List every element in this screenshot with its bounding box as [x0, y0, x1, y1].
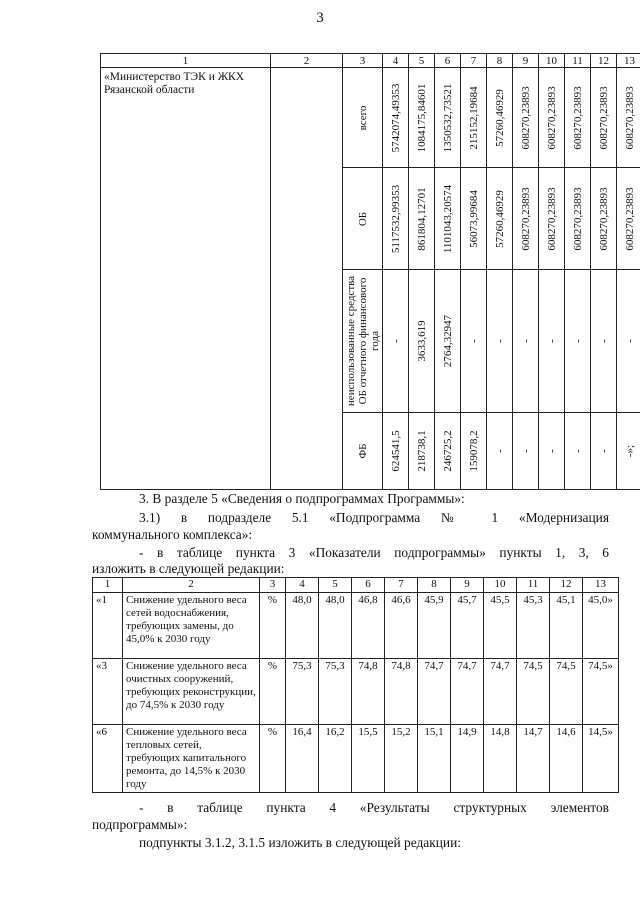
value-cell	[591, 68, 617, 168]
value-cell: 45,0»	[583, 593, 619, 659]
value-text: 5742074,49353	[389, 83, 402, 152]
header-cell: 12	[550, 578, 583, 593]
value-text: 1350532,73521	[441, 83, 454, 152]
value-cell	[435, 413, 461, 490]
row-label: неиспользованные средства ОБ отчетного финансового года	[344, 275, 381, 407]
header-cell: 5	[319, 578, 352, 593]
indicator-name-cell: Снижение удельного веса очистных сооружений, требующих реконструкции, до 74,5% к 2030 году	[123, 659, 260, 725]
header-cell: 4	[286, 578, 319, 593]
header-cell: 6	[435, 54, 461, 68]
value-cell	[565, 68, 591, 168]
value-cell	[461, 68, 487, 168]
value-cell	[591, 270, 617, 413]
value-cell	[383, 68, 409, 168]
indicator-name-cell: Снижение удельного веса тепловых сетей, требующих капитального ремонта, до 14,5% к 2030 году	[123, 725, 260, 793]
ministry-cell: «Министерство ТЭК и ЖКХ Рязанской области	[101, 68, 271, 490]
value-text: 608270,23893	[519, 85, 532, 150]
value-text: 57260,46929	[493, 189, 506, 248]
instruction-paragraph-line2: изложить в следующей редакции:	[92, 561, 285, 576]
value-cell	[617, 413, 640, 490]
value-cell: 15,5	[352, 725, 385, 793]
value-cell	[487, 168, 513, 270]
value-cell: 14,6	[550, 725, 583, 793]
indicators-table	[92, 577, 619, 793]
value-cell: 15,1	[418, 725, 451, 793]
value-text: 624541,5	[389, 430, 402, 472]
value-cell	[435, 68, 461, 168]
value-cell: 16,2	[319, 725, 352, 793]
value-text: 608270,23893	[545, 186, 558, 251]
header-cell: 1	[101, 54, 271, 68]
value-text: 608270,23893	[623, 85, 636, 150]
value-cell: 74,7	[451, 659, 484, 725]
unit-cell: %	[260, 659, 286, 725]
unit-cell: %	[260, 725, 286, 793]
value-cell: 75,3	[286, 659, 319, 725]
header-cell: 3	[260, 578, 286, 593]
results-paragraph-line1: - в таблице пункта 4 «Результаты структурных элементов	[139, 800, 609, 815]
row-number-cell: «3	[93, 659, 123, 725]
table-row	[93, 725, 619, 793]
row-label-cell	[343, 68, 383, 168]
indicator-name-cell: Снижение удельного веса сетей водоснабжения, требующих замены, до 45,0% к 2030 году	[123, 593, 260, 659]
row-label-cell	[343, 168, 383, 270]
value-cell: 46,8	[352, 593, 385, 659]
value-cell	[539, 68, 565, 168]
value-cell: 48,0	[286, 593, 319, 659]
value-cell	[539, 270, 565, 413]
value-cell	[409, 413, 435, 490]
header-cell: 7	[461, 54, 487, 68]
value-text: 608270,23893	[571, 85, 584, 150]
row-label-cell	[343, 413, 383, 490]
value-cell: 74,5	[550, 659, 583, 725]
value-text: -	[597, 339, 610, 343]
value-cell	[617, 168, 640, 270]
value-cell: 74,5	[517, 659, 550, 725]
value-cell: 74,7	[484, 659, 517, 725]
value-text: 608270,23893	[519, 186, 532, 251]
value-cell	[487, 270, 513, 413]
value-text: 159078,2	[467, 430, 480, 472]
section-paragraph: 3. В разделе 5 «Сведения о подпрограммах Программы»:	[139, 491, 465, 506]
value-cell	[461, 270, 487, 413]
table-row	[93, 593, 619, 659]
value-text: -	[389, 339, 402, 343]
value-cell	[487, 68, 513, 168]
value-cell	[461, 413, 487, 490]
header-cell: 9	[451, 578, 484, 593]
value-cell: 45,9	[418, 593, 451, 659]
empty-cell	[271, 68, 343, 490]
value-cell	[487, 413, 513, 490]
header-cell: 8	[487, 54, 513, 68]
header-cell: 8	[418, 578, 451, 593]
header-cell: 11	[517, 578, 550, 593]
value-text: -»;	[623, 444, 636, 458]
table-header-row	[101, 54, 640, 68]
value-text: -	[623, 339, 636, 343]
value-cell	[409, 168, 435, 270]
value-text: -	[467, 339, 480, 343]
value-text: 215152,19684	[467, 85, 480, 150]
value-cell	[617, 68, 640, 168]
value-cell	[513, 68, 539, 168]
value-cell	[461, 168, 487, 270]
subitems-paragraph: подпункты 3.1.2, 3.1.5 изложить в следующей редакции:	[139, 835, 461, 850]
value-cell	[409, 68, 435, 168]
value-cell: 74,5»	[583, 659, 619, 725]
header-cell: 13	[583, 578, 619, 593]
value-cell: 74,8	[352, 659, 385, 725]
row-number-cell: «1	[93, 593, 123, 659]
subsection-paragraph-line1: 3.1) в подразделе 5.1 «Подпрограмма № 1 «Модернизация	[139, 510, 609, 525]
header-cell: 7	[385, 578, 418, 593]
value-cell: 75,3	[319, 659, 352, 725]
value-text: 608270,23893	[545, 85, 558, 150]
value-cell: 45,7	[451, 593, 484, 659]
value-cell	[565, 413, 591, 490]
value-cell	[513, 270, 539, 413]
value-text: 57260,46929	[493, 88, 506, 147]
value-text: -	[493, 339, 506, 343]
value-text: -	[519, 339, 532, 343]
value-text: -	[519, 449, 532, 453]
value-text: 218738,1	[415, 430, 428, 472]
value-cell	[565, 270, 591, 413]
page-number: 3	[316, 10, 324, 26]
value-cell	[513, 168, 539, 270]
value-text: 1101043,20574	[441, 184, 454, 253]
table-row	[101, 68, 640, 168]
subsection-paragraph-line2: коммунального комплекса»:	[92, 527, 253, 542]
value-text: -	[545, 339, 558, 343]
value-cell	[409, 270, 435, 413]
value-cell	[617, 270, 640, 413]
value-text: 56073,99684	[467, 189, 480, 248]
value-cell	[383, 413, 409, 490]
value-text: -	[493, 449, 506, 453]
value-text: -	[571, 449, 584, 453]
header-cell: 2	[271, 54, 343, 68]
value-cell	[591, 413, 617, 490]
value-cell: 74,8	[385, 659, 418, 725]
header-cell: 1	[93, 578, 123, 593]
header-cell: 5	[409, 54, 435, 68]
header-cell: 10	[484, 578, 517, 593]
value-text: 246725,2	[441, 430, 454, 472]
value-text: 608270,23893	[623, 186, 636, 251]
value-cell: 45,5	[484, 593, 517, 659]
value-text: 861804,12701	[415, 186, 428, 251]
value-cell: 14,9	[451, 725, 484, 793]
header-cell: 13	[617, 54, 640, 68]
value-text: 1084175,84601	[415, 83, 428, 152]
value-cell: 48,0	[319, 593, 352, 659]
header-cell: 6	[352, 578, 385, 593]
row-label-cell	[343, 270, 383, 413]
value-cell	[539, 413, 565, 490]
value-text: 3633,619	[415, 320, 428, 362]
results-paragraph-line2: подпрограммы»:	[92, 817, 188, 832]
row-label: ОБ	[356, 211, 369, 226]
header-cell: 10	[539, 54, 565, 68]
value-cell: 46,6	[385, 593, 418, 659]
financing-table	[100, 53, 640, 490]
value-cell: 16,4	[286, 725, 319, 793]
value-text: 5117532,99353	[389, 184, 402, 253]
value-text: 608270,23893	[597, 85, 610, 150]
unit-cell: %	[260, 593, 286, 659]
value-cell	[565, 168, 591, 270]
value-cell	[435, 270, 461, 413]
header-cell: 11	[565, 54, 591, 68]
instruction-paragraph-line1: - в таблице пункта 3 «Показатели подпрограммы» пункты 1, 3, 6	[139, 545, 609, 560]
header-cell: 4	[383, 54, 409, 68]
value-text: -	[597, 449, 610, 453]
value-text: 608270,23893	[597, 186, 610, 251]
value-text: 608270,23893	[571, 186, 584, 251]
value-cell: 45,1	[550, 593, 583, 659]
header-cell: 3	[343, 54, 383, 68]
value-cell	[383, 270, 409, 413]
value-cell: 14,7	[517, 725, 550, 793]
value-cell: 15,2	[385, 725, 418, 793]
value-cell	[435, 168, 461, 270]
value-text: -	[571, 339, 584, 343]
value-cell	[539, 168, 565, 270]
row-label: всего	[356, 105, 369, 130]
row-number-cell: «6	[93, 725, 123, 793]
value-cell: 74,7	[418, 659, 451, 725]
value-cell	[591, 168, 617, 270]
value-cell	[383, 168, 409, 270]
header-cell: 9	[513, 54, 539, 68]
value-text: -	[545, 449, 558, 453]
table-row	[93, 659, 619, 725]
value-cell: 14,5»	[583, 725, 619, 793]
row-label: ФБ	[356, 443, 369, 459]
value-cell: 45,3	[517, 593, 550, 659]
header-cell: 12	[591, 54, 617, 68]
value-cell: 14,8	[484, 725, 517, 793]
table-header-row	[93, 578, 619, 593]
header-cell: 2	[123, 578, 260, 593]
value-text: 2764,32947	[441, 314, 454, 368]
value-cell	[513, 413, 539, 490]
